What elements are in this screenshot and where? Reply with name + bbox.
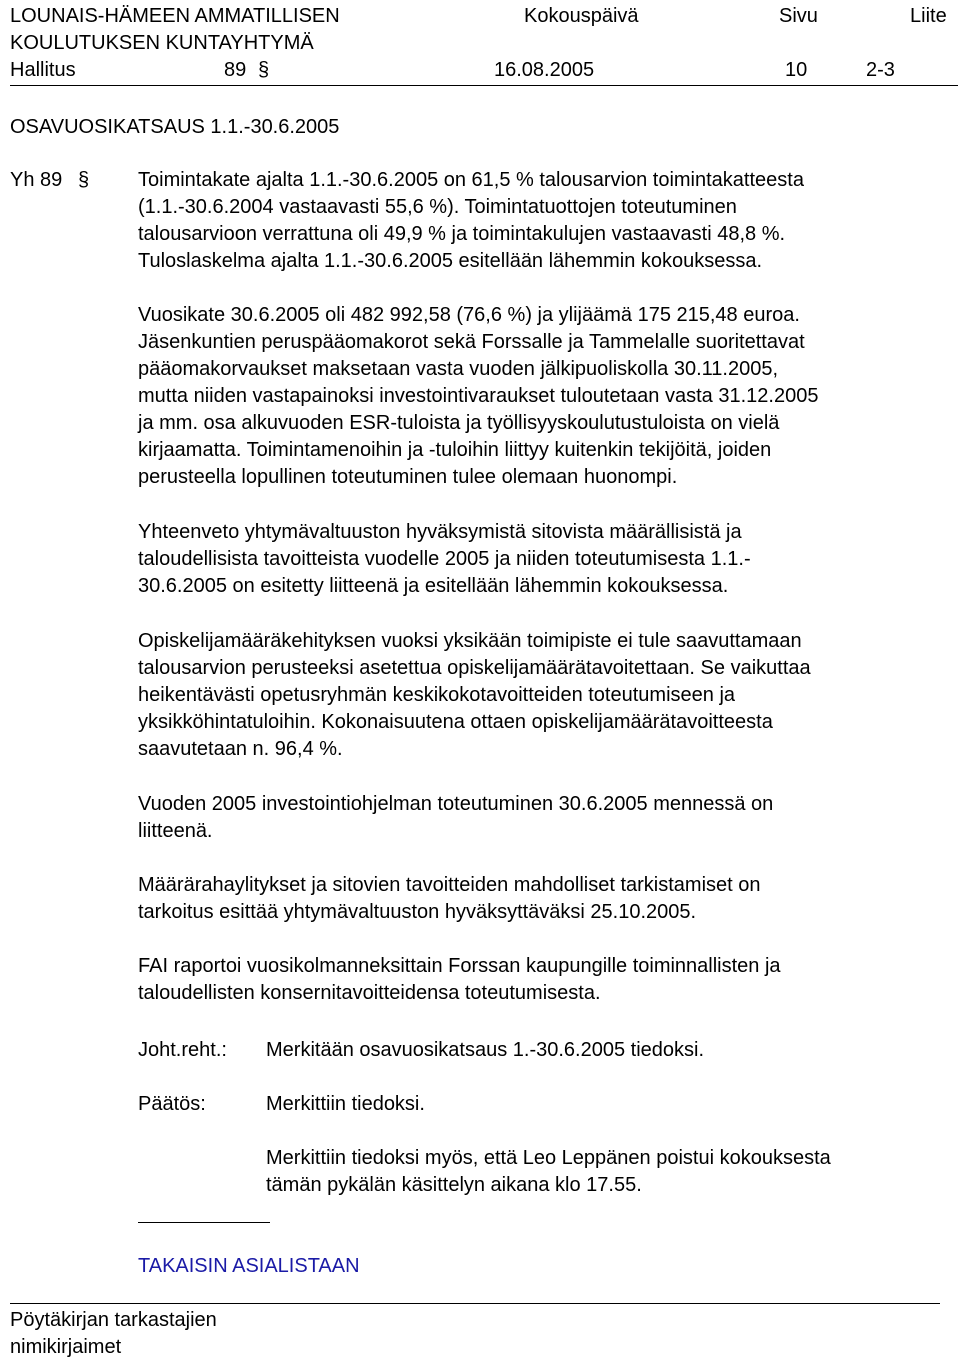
paragraph-line: perusteella lopullinen toteutuminen tulee olemaan huonompi. xyxy=(138,466,678,488)
meeting-date: 16.08.2005 xyxy=(494,59,595,81)
paragraph-line: Toimintakate ajalta 1.1.-30.6.2005 on 61,5 % talousarvion toimintakatteesta xyxy=(138,169,804,191)
section-sign-icon: § xyxy=(258,59,270,81)
paragraph-line: Yhteenveto yhtymävaltuuston hyväksymistä sitovista määrällisistä ja xyxy=(138,521,742,543)
decision-note-line: Merkittiin tiedoksi myös, että Leo Leppänen poistui kokouksesta xyxy=(266,1147,831,1169)
paragraph-line: ja mm. osa alkuvuoden ESR-tuloista ja työllisyyskoulutustuloista on vielä xyxy=(138,412,780,434)
proposal-label: Joht.reht.: xyxy=(138,1039,227,1061)
paragraph-line: Määrärahaylitykset ja sitovien tavoitteiden mahdolliset tarkistamiset on xyxy=(138,874,761,896)
paragraph-fai-reporting xyxy=(138,953,938,1007)
paragraph-investment-program xyxy=(138,791,938,845)
proposal-text: Merkitään osavuosikatsaus 1.-30.6.2005 tiedoksi. xyxy=(266,1039,705,1061)
attachment-column-label: Liite xyxy=(910,5,947,27)
paragraph-annual-margin xyxy=(138,302,938,491)
signature-line xyxy=(138,1222,270,1223)
body-name: Hallitus xyxy=(10,59,76,81)
page-number: 10 xyxy=(785,59,808,81)
item-section-sign-icon: § xyxy=(78,169,90,191)
paragraph-summary-targets xyxy=(138,519,938,600)
paragraph-line: talousarvion perusteeksi asetettua opiskelijamäärätavoitettaan. Se vaikuttaa xyxy=(138,657,811,679)
header-divider xyxy=(10,85,958,86)
attachment-number: 2-3 xyxy=(866,59,895,81)
paragraph-operating-margin xyxy=(138,167,938,275)
decision-label: Päätös: xyxy=(138,1093,206,1115)
paragraph-line: tarkoitus esittää yhtymävaltuuston hyväksyttäväksi 25.10.2005. xyxy=(138,901,697,923)
paragraph-line: heikentävästi opetusryhmän keskikokotavoitteiden toteutumiseen ja xyxy=(138,684,736,706)
paragraph-line: talousarvioon verrattuna oli 49,9 % ja toimintakulujen vastaavasti 48,8 %. xyxy=(138,223,786,245)
item-reference: Yh 89 xyxy=(10,169,63,191)
decision-note xyxy=(266,1145,946,1199)
paragraph-line: liitteenä. xyxy=(138,820,213,842)
paragraph-line: Vuoden 2005 investointiohjelman toteutuminen 30.6.2005 mennessä on xyxy=(138,793,774,815)
paragraph-line: mutta niiden vastapainoksi investointivaraukset tuloutetaan vasta 31.12.2005 xyxy=(138,385,819,407)
footer-line1: Pöytäkirjan tarkastajien xyxy=(10,1309,217,1331)
org-name-line2: KOULUTUKSEN KUNTAYHTYMÄ xyxy=(10,32,314,54)
decision-note-line: tämän pykälän käsittelyn aikana klo 17.55. xyxy=(266,1174,642,1196)
decision-text: Merkittiin tiedoksi. xyxy=(266,1093,425,1115)
footer-line2: nimikirjaimet xyxy=(10,1336,122,1358)
paragraph-student-numbers xyxy=(138,628,938,763)
date-column-label: Kokouspäivä xyxy=(524,5,639,27)
paragraph-line: Opiskelijamääräkehityksen vuoksi yksikään toimipiste ei tule saavuttamaan xyxy=(138,630,802,652)
paragraph-line: saavutetaan n. 96,4 %. xyxy=(138,738,343,760)
paragraph-line: Jäsenkuntien peruspääomakorot sekä Forssalle ja Tammelalle suoritettavat xyxy=(138,331,805,353)
paragraph-line: taloudellisista tavoitteista vuodelle 2005 ja niiden toteutumisesta 1.1.- xyxy=(138,548,751,570)
page-column-label: Sivu xyxy=(779,5,818,27)
paragraph-line: yksikköhintatuloihin. Kokonaisuutena ottaen opiskelijamäärätavoitteesta xyxy=(138,711,773,733)
page-title: OSAVUOSIKATSAUS 1.1.-30.6.2005 xyxy=(10,116,340,138)
paragraph-line: pääomakorvaukset maksetaan vasta vuoden jälkipuoliskolla 30.11.2005, xyxy=(138,358,779,380)
org-name-line1: LOUNAIS-HÄMEEN AMMATILLISEN xyxy=(10,5,340,27)
paragraph-budget-overruns xyxy=(138,872,938,926)
paragraph-line: Tuloslaskelma ajalta 1.1.-30.6.2005 esitellään lähemmin kokouksessa. xyxy=(138,250,763,272)
paragraph-line: kirjaamatta. Toimintamenoihin ja -tuloihin liittyy kuitenkin tekijöitä, joiden xyxy=(138,439,772,461)
section-number: 89 xyxy=(224,59,247,81)
footer-divider xyxy=(10,1303,940,1304)
paragraph-line: FAI raportoi vuosikolmanneksittain Forssan kaupungille toiminnallisten ja xyxy=(138,955,781,977)
paragraph-line: 30.6.2005 on esitetty liitteenä ja esitellään lähemmin kokouksessa. xyxy=(138,575,729,597)
back-to-agenda-link[interactable]: TAKAISIN ASIALISTAAN xyxy=(138,1255,360,1277)
paragraph-line: Vuosikate 30.6.2005 oli 482 992,58 (76,6 %) ja ylijäämä 175 215,48 euroa. xyxy=(138,304,800,326)
paragraph-line: taloudellisten konsernitavoitteidensa toteutumisesta. xyxy=(138,982,601,1004)
paragraph-line: (1.1.-30.6.2004 vastaavasti 55,6 %). Toimintatuottojen toteutuminen xyxy=(138,196,737,218)
